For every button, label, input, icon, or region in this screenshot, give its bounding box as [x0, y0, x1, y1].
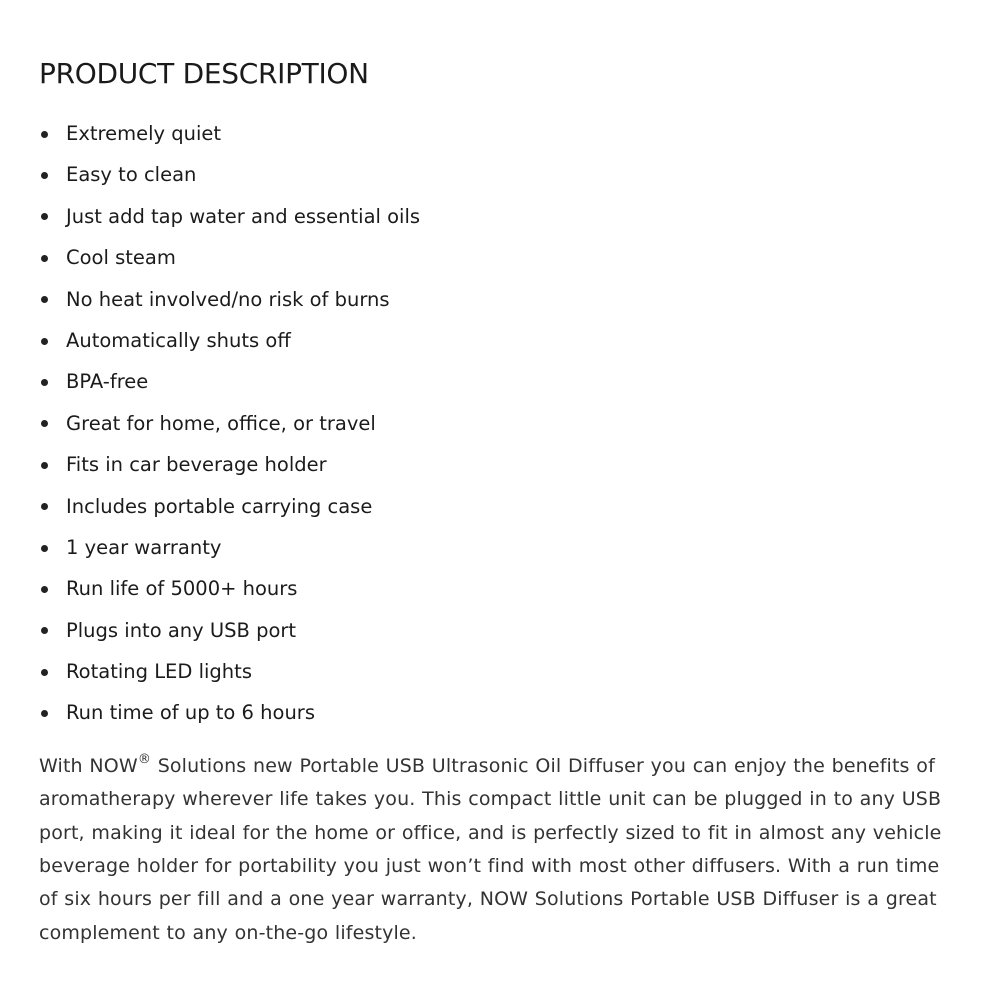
feature-text: Fits in car beverage holder	[66, 453, 327, 477]
feature-item	[39, 403, 969, 444]
description-text: With NOW	[39, 754, 138, 777]
feature-item	[39, 154, 969, 195]
feature-text: BPA-free	[66, 370, 149, 394]
feature-item	[39, 320, 969, 361]
description-line: port, making it ideal for the home or office, and is perfectly sized to fit in almost any vehicle	[39, 821, 942, 844]
feature-text: Automatically shuts off	[66, 328, 291, 352]
bullet-icon	[41, 627, 48, 634]
feature-text: Cool steam	[66, 246, 176, 270]
feature-text: Just add tap water and essential oils	[66, 204, 421, 228]
bullet-icon	[41, 296, 48, 303]
bullet-icon	[41, 338, 48, 345]
feature-text: Run time of up to 6 hours	[66, 701, 315, 725]
feature-text: Extremely quiet	[66, 122, 222, 145]
description-paragraph	[39, 750, 969, 950]
feature-item	[39, 527, 969, 568]
registered-trademark-mark: ®	[137, 751, 151, 767]
feature-item	[39, 444, 969, 485]
feature-text: Rotating LED lights	[66, 660, 252, 684]
bullet-icon	[41, 172, 48, 179]
feature-text: 1 year warranty	[66, 535, 222, 559]
bullet-icon	[41, 586, 48, 593]
feature-item	[39, 237, 969, 278]
bullet-icon	[41, 545, 48, 552]
feature-item	[39, 113, 969, 154]
feature-item	[39, 196, 969, 237]
description-line: complement to any on-the-go lifestyle.	[39, 921, 417, 944]
description-line	[39, 750, 969, 783]
bullet-icon	[41, 255, 48, 262]
feature-item	[39, 568, 969, 609]
feature-item	[39, 279, 969, 320]
feature-text: No heat involved/no risk of burns	[66, 287, 390, 311]
product-description-section	[39, 54, 969, 950]
bullet-icon	[41, 379, 48, 386]
feature-text: Easy to clean	[66, 163, 197, 187]
description-text: Solutions new Portable USB Ultrasonic Oil Diffuser you can enjoy the benefits of	[151, 754, 935, 777]
bullet-icon	[41, 710, 48, 717]
bullet-icon	[41, 131, 48, 138]
feature-text: Plugs into any USB port	[66, 618, 297, 642]
feature-item	[39, 361, 969, 402]
bullet-icon	[41, 669, 48, 676]
feature-text: Includes portable carrying case	[66, 494, 373, 518]
bullet-icon	[41, 420, 48, 427]
bullet-icon	[41, 462, 48, 469]
feature-item	[39, 692, 969, 733]
feature-text: Great for home, office, or travel	[66, 411, 376, 435]
description-line: of six hours per fill and a one year warranty, NOW Solutions Portable USB Diffuser is a great	[39, 888, 937, 911]
feature-item	[39, 651, 969, 692]
feature-list	[39, 113, 969, 734]
feature-item	[39, 610, 969, 651]
feature-item	[39, 486, 969, 527]
bullet-icon	[41, 503, 48, 510]
section-heading: PRODUCT DESCRIPTION	[39, 57, 369, 90]
description-line: aromatherapy wherever life takes you. This compact little unit can be plugged in to any USB	[39, 788, 942, 811]
description-line: beverage holder for portability you just won’t find with most other diffusers. With a run time	[39, 855, 940, 878]
bullet-icon	[41, 213, 48, 220]
feature-text: Run life of 5000+ hours	[66, 577, 298, 601]
